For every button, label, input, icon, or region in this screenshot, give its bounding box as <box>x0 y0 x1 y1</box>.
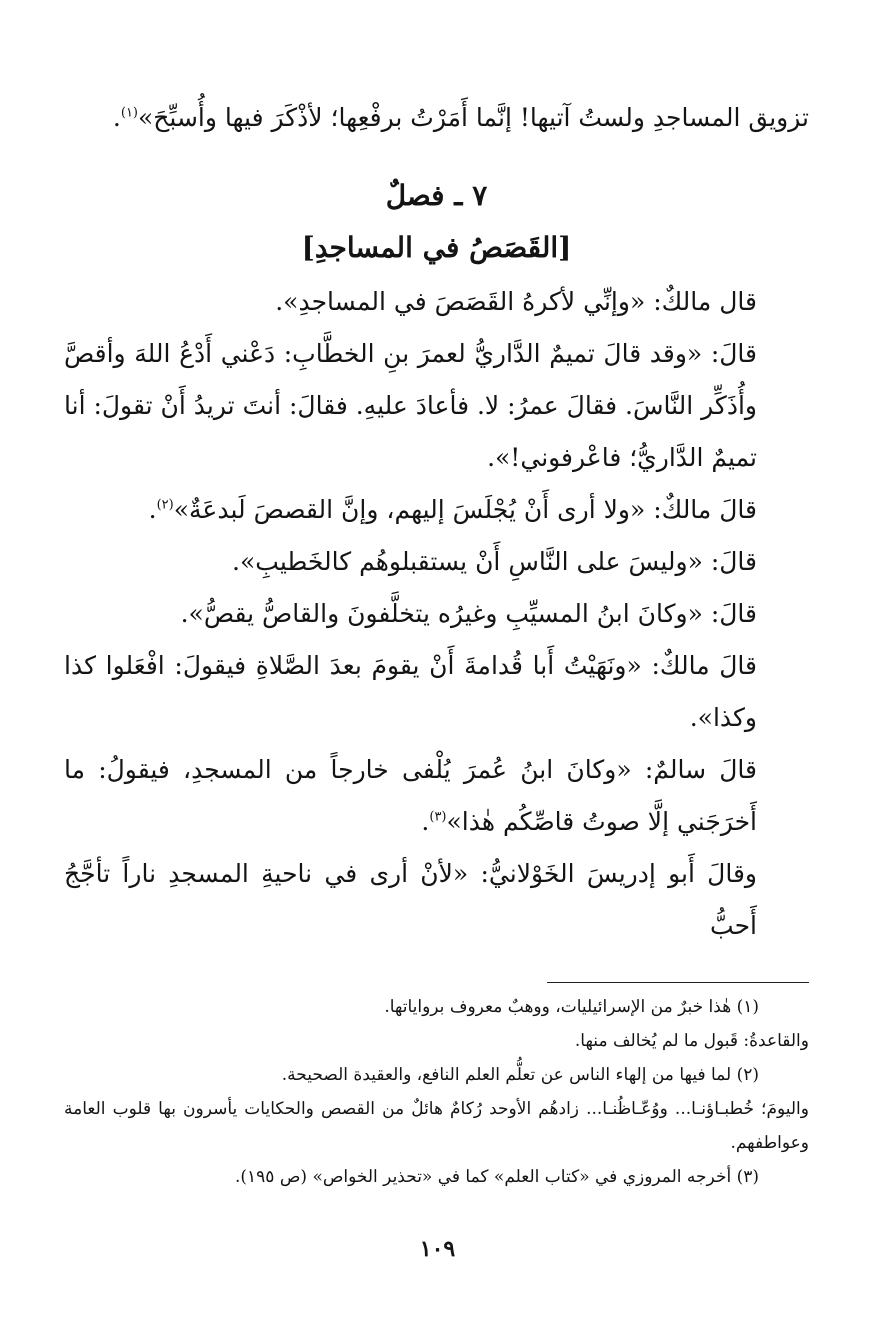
footnote-1-continued: والقاعدةُ: قَبول ما لم يُخالف منها. <box>574 1031 809 1051</box>
paragraph-2: قالَ: «وقد قالَ تميمٌ الدَّاريُّ لعمرَ بنِ الخطَّابِ: دَعْني أَدْعُ اللهَ وأقصَّ وأُذَكِّر النَّاسَ. فقالَ عمرُ: لا. فأعادَ عليهِ. فقالَ: أنتَ تريدُ أَنْ تقولَ: أنا تميمٌ الدَّاريُّ؛ فاعْرفوني!». <box>64 339 757 472</box>
footnote-3: (٣) أخرجه المروزي في «كتاب العلم» كما في «تحذير الخواص» (ص ١٩٥). <box>235 1167 759 1187</box>
paragraph-7-end: . <box>421 807 430 836</box>
paragraph-4: قالَ: «وليسَ على النَّاسِ أَنْ يستقبلوهُم كالخَطيبِ». <box>232 547 757 576</box>
footnote-ref-3: (٣) <box>429 809 447 825</box>
footnotes <box>64 990 809 1194</box>
paragraph-6: قالَ مالكٌ: «ونَهَيْتُ أَبا قُدامةَ أَنْ يقومَ بعدَ الصَّلاةِ فيقولَ: افْعَلوا كذا وكذا». <box>64 651 757 732</box>
paragraph-3 <box>64 484 809 536</box>
main-text <box>64 92 809 952</box>
top-line-text: تزويق المساجدِ ولستُ آتيها! إنَّما أَمَرْتُ برفْعِها؛ لأذْكَرَ فيها وأُسبِّحَ» <box>138 103 809 132</box>
paragraph-3-end: . <box>148 495 157 524</box>
paragraph-8: وقالَ أَبو إدريسَ الخَوْلانيُّ: «لأنْ أرى في ناحيةِ المسجدِ ناراً تأجَّجُ أَحبُّ <box>64 859 757 940</box>
section-subtitle: [القَصَصُ في المساجدِ] <box>301 231 572 264</box>
top-line <box>64 92 809 144</box>
paragraph-7-text: قالَ سالمٌ: «وكانَ ابنُ عُمرَ يُلْفى خارجاً من المسجدِ، فيقولُ: ما أَخرَجَني إلَّا صوتُ قاصِّكُم هٰذا» <box>64 755 757 836</box>
top-line-end: . <box>112 103 121 132</box>
footnote-1: (١) هٰذا خبرٌ من الإسرائيليات، ووهبٌ معروف برواياتها. <box>384 997 759 1017</box>
paragraph-1: قال مالكٌ: «وإنِّي لأكرهُ القَصَصَ في المساجدِ». <box>275 287 757 316</box>
page-number: ١٠٩ <box>419 1236 456 1262</box>
paragraph-3-text: قالَ مالكٌ: «ولا أرى أَنْ يُجْلَسَ إليهم، وإنَّ القصصَ لَبدعَةٌ» <box>173 495 757 524</box>
section-title: ٧ ـ فصلٌ <box>385 179 488 212</box>
section-heading <box>64 170 809 274</box>
footnote-2: (٢) لما فيها من إلهاء الناس عن تعلُّم العلم النافع، والعقيدة الصحيحة. <box>281 1065 759 1085</box>
paragraph-5: قالَ: «وكانَ ابنُ المسيِّبِ وغيرُه يتخلَّفونَ والقاصُّ يقصُّ». <box>180 599 757 628</box>
paragraph-7 <box>64 744 809 848</box>
footnote-divider <box>547 982 809 983</box>
footnote-ref-2: (٢) <box>156 497 174 513</box>
footnote-2-continued: واليومَ؛ خُطبـاؤنـا... ووُعّـاظُنـا... زادهُم الأوحد رُكامٌ هائلٌ من القصص والحكايات يأسرون بها قلوب العامة وعواطفهم. <box>64 1099 809 1153</box>
footnote-ref-1: (١) <box>120 105 138 121</box>
